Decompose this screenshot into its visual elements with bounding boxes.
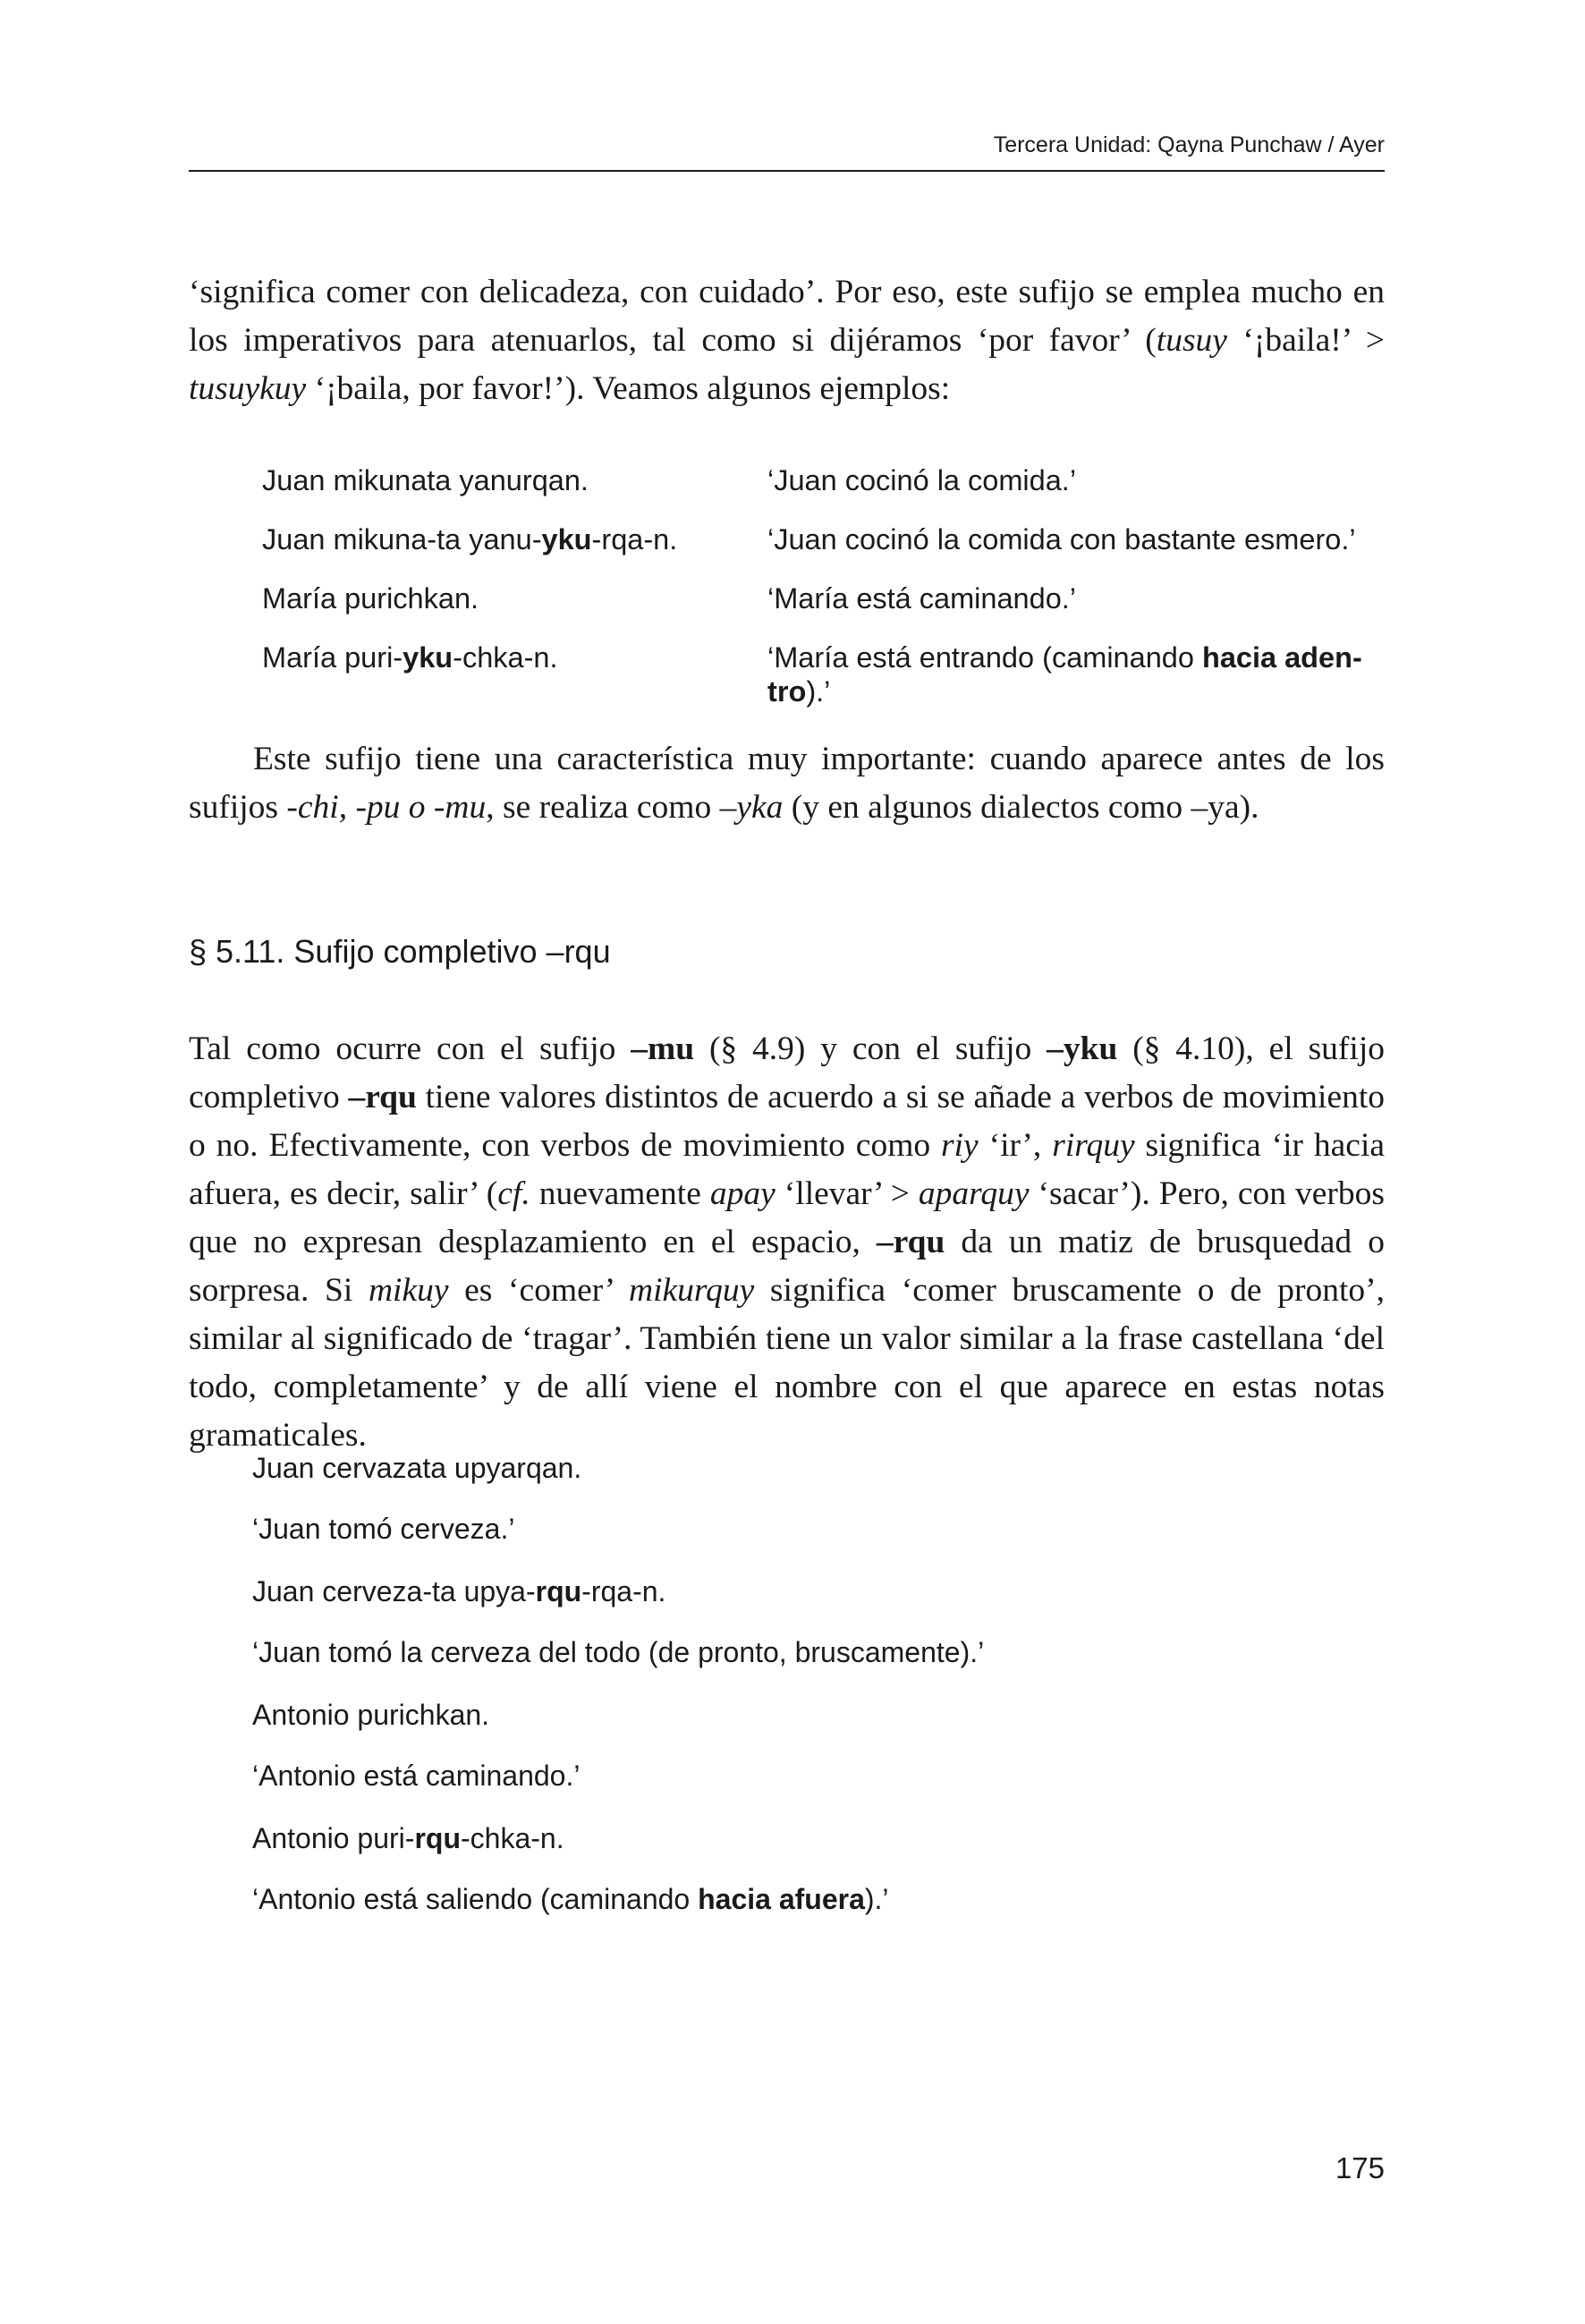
example-row (262, 463, 1389, 497)
quechua-term: tusuy (1156, 322, 1227, 359)
page-number: 175 (1335, 2151, 1385, 2184)
text-run: , se realiza como – (486, 789, 737, 826)
example-pair (252, 1821, 1326, 1916)
text-run: ‘¡baila, por favor!’). Veamos algunos ejemplos: (306, 370, 951, 407)
spanish-translation: ‘Antonio está caminando.’ (252, 1760, 581, 1792)
suffix-bold: –rqu (348, 1079, 417, 1115)
example-row (262, 640, 1389, 708)
example-row (262, 581, 1389, 615)
section-heading: § 5.11. Sufijo completivo –rqu (189, 933, 611, 970)
text-run: ‘significa comer con delicadeza, con cuidado’. Por eso, este sufijo se emplea mucho en los imperativos para atenuarlos, tal como si dijéramos ‘por favor’ ( (189, 274, 1385, 359)
example-pair (252, 1698, 1326, 1793)
quechua-term: tusuykuy (189, 370, 307, 407)
running-header-title: Qayna Punchaw / Ayer (1151, 132, 1385, 157)
suffix-list: -chi, -pu o -mu (286, 789, 487, 826)
quechua-sentence: Juan cervazata upyarqan. (252, 1452, 582, 1484)
spanish-translation: ‘Antonio está saliendo (caminando hacia afuera).’ (252, 1883, 889, 1915)
yka-paragraph (189, 735, 1385, 832)
running-header (189, 132, 1385, 158)
spanish-translation: ‘María está caminando.’ (767, 582, 1077, 615)
text-run: Este sufijo tiene una característica muy importante: cuando aparece antes de los sufijos (189, 741, 1385, 826)
quechua-sentence: Juan mikuna-ta yanu-yku-rqa-n. (262, 523, 678, 556)
example-row (262, 522, 1389, 556)
spanish-translation: ‘Juan tomó la cerveza del todo (de pronto, bruscamente).’ (252, 1636, 985, 1668)
suffix-bold: –mu (631, 1031, 695, 1067)
quechua-sentence: María purichkan. (262, 582, 479, 615)
text-run: ‘¡baila!’ > (1226, 322, 1385, 359)
suffix-bold: –yku (1047, 1031, 1118, 1067)
quechua-sentence: Juan mikunata yanurqan. (262, 464, 589, 496)
example-pair (252, 1574, 1326, 1669)
spanish-translation: ‘Juan cocinó la comida.’ (767, 464, 1077, 496)
text-run: (y en algunos dialectos como –ya). (783, 789, 1259, 826)
suffix-variant: yka (736, 789, 784, 826)
quechua-sentence: Juan cerveza-ta upya-rqu-rqa-n. (252, 1575, 666, 1607)
spanish-translation: ‘María está entrando (caminando hacia aden-tro).’ (767, 641, 1362, 708)
quechua-sentence: María puri-yku-chka-n. (262, 641, 558, 674)
spanish-translation: ‘Juan tomó cerveza.’ (252, 1513, 515, 1545)
rqu-paragraph: Tal como ocurre con el sufijo –mu (§ 4.9) y con el sufijo –yku (§ 4.10), el sufijo completivo –rqu tiene valores distintos de acuerdo a si se añade a verbos de movimiento o no. Efectivamente, con verbos de movimiento como riy ‘ir’, rirquy significa ‘ir hacia afuera, es decir, salir’ (cf. nuevamente apay ‘llevar’ > aparquy ‘sacar’). Pero, con verbos que no expresan desplazamiento en el espacio, –rqu da un matiz de brusquedad o sorpresa. Si mikuy es ‘comer’ mikurquy significa ‘comer bruscamente o de pronto’, similar al significado de ‘tragar’. También tiene un valor similar a la frase castellana ‘del todo, completamente’ y de allí viene el nombre con el que aparece en estas notas gramaticales. (189, 1031, 1386, 1454)
header-rule (189, 170, 1385, 172)
rqu-examples-list (252, 1451, 1326, 1945)
yku-examples-table (262, 463, 1389, 734)
quechua-sentence: Antonio puri-rqu-chka-n. (252, 1822, 564, 1854)
suffix-bold: –rqu (876, 1224, 945, 1260)
running-header-unit: Tercera Unidad: (993, 132, 1152, 157)
intro-paragraph (189, 268, 1385, 413)
spanish-translation: ‘Juan cocinó la comida con bastante esmero.’ (767, 523, 1356, 556)
example-pair (252, 1451, 1326, 1546)
quechua-sentence: Antonio purichkan. (252, 1699, 490, 1731)
